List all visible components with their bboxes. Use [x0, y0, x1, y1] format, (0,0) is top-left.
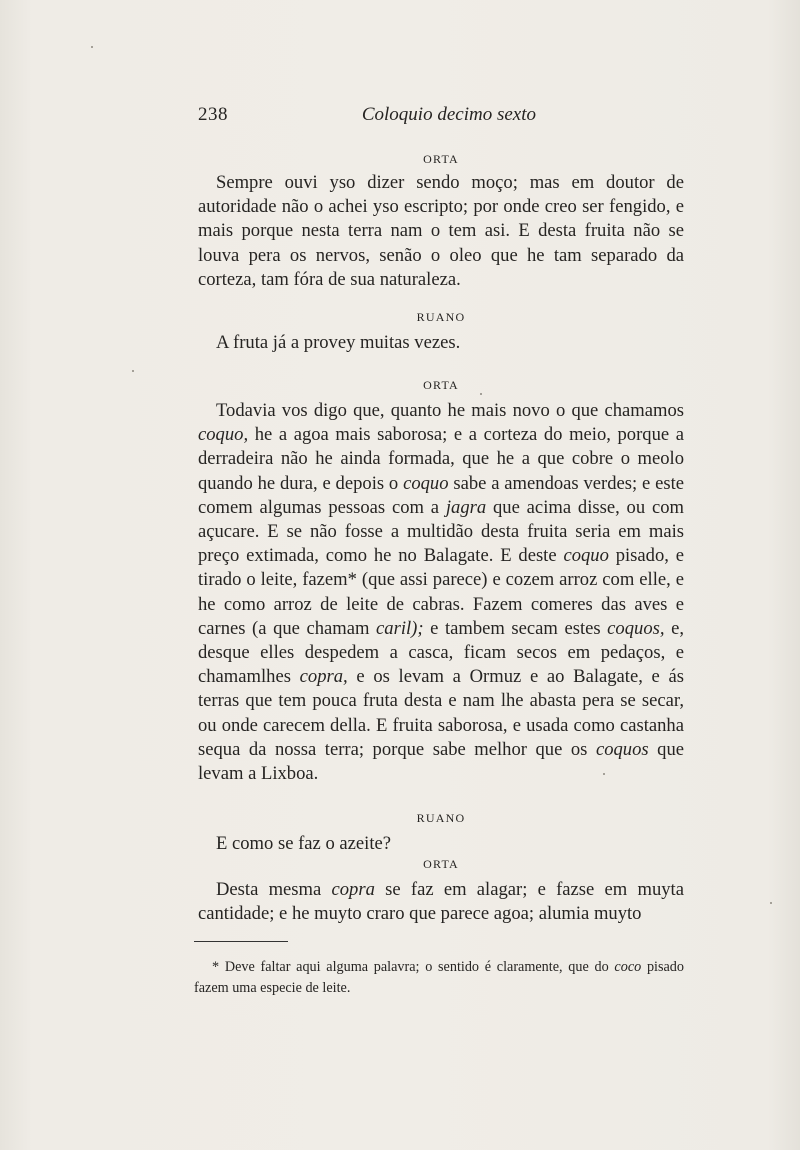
text-run: se faz em alagar; e fazse em muyta cantidade; e he muyto craro que parece agoa; alumia muyto	[198, 879, 684, 925]
dialogue-paragraph	[198, 832, 684, 856]
italic-term: coquo,	[198, 424, 249, 446]
text-run: Todavia vos digo que, quanto he mais novo o que chamamos	[216, 400, 684, 421]
italic-term: jagra	[445, 496, 487, 518]
dialogue-paragraph	[198, 878, 684, 926]
italic-term: coquos,	[607, 617, 665, 639]
italic-term: coquos	[595, 738, 649, 760]
text-run: e os levam a Ormuz e ao Balagate, e ás terras que tem pouca fruta desta e nam lhe abasta pera se secar, ou onde carecem della. E fruita saborosa, e usada como castanha sequa da nossa terra; porque sabe melhor que os	[198, 666, 684, 760]
speaker-label: RUANO	[416, 310, 466, 324]
dialogue-paragraph	[198, 399, 684, 786]
text-run: pisado, e tirado o leite, fazem* (que assi parece) e cozem arroz com elle, e he como arroz de leite de cabras. Fazem comeres das aves e carnes (a que chamam	[198, 545, 684, 639]
italic-term: caril);	[376, 617, 424, 639]
text-run: e, desque elles despedem a casca, ficam secos em pedaços, e chamamlhes	[198, 617, 684, 688]
text-run: Sempre ouvi yso dizer sendo moço; mas em doutor de autoridade não o achei yso escripto; por onde creo ser fengido, e mais porque nesta terra nam o tem asi. E desta fruita não se louva pera os nervos, senão o oleo que he tam separado da corteza, tam fóra de sua naturaleza.	[198, 172, 684, 290]
footnote-rule	[194, 941, 288, 942]
running-title: Coloquio decimo sexto	[361, 104, 536, 125]
text-run: que acima disse, ou com açucare. E se não fosse a multidão desta fruita seria em mais preço extimada, como he no Balagate. E deste	[198, 496, 684, 567]
text-run: pisado fazem uma especie de leite.	[194, 959, 684, 996]
speaker-label: ORTA	[423, 378, 459, 392]
text-run: A fruta já a provey muitas vezes.	[216, 332, 461, 353]
text-run: he a agoa mais saborosa; e a corteza do meio, porque a derradeira não he ainda formada, que he a que cobre o meolo quando he dura, e depois o	[198, 424, 684, 494]
footnote	[194, 957, 684, 999]
speaker-label: ORTA	[423, 152, 459, 166]
text-run: sabe a amendoas verdes; e este comem algumas pessoas com a	[198, 472, 684, 518]
speaker-label: RUANO	[416, 811, 466, 825]
page-header	[198, 104, 536, 132]
text-run: * Deve faltar aqui alguma palavra; o sentido é claramente, que do	[212, 959, 615, 975]
italic-term: coquo	[563, 545, 609, 567]
italic-term: coco	[614, 959, 642, 975]
text-run: Desta mesma	[216, 879, 332, 900]
italic-term: copra	[331, 879, 375, 900]
text-run: E como se faz o azeite?	[216, 833, 391, 854]
page-number: 238	[198, 104, 228, 125]
speaker-label: ORTA	[423, 857, 459, 871]
italic-term: coquo	[403, 472, 449, 494]
italic-term: copra,	[299, 666, 348, 688]
dialogue-paragraph	[198, 331, 684, 355]
dialogue-paragraph	[198, 171, 684, 292]
text-run: e tambem secam estes	[423, 617, 608, 639]
text-run: que levam a Lixboa.	[198, 738, 685, 785]
